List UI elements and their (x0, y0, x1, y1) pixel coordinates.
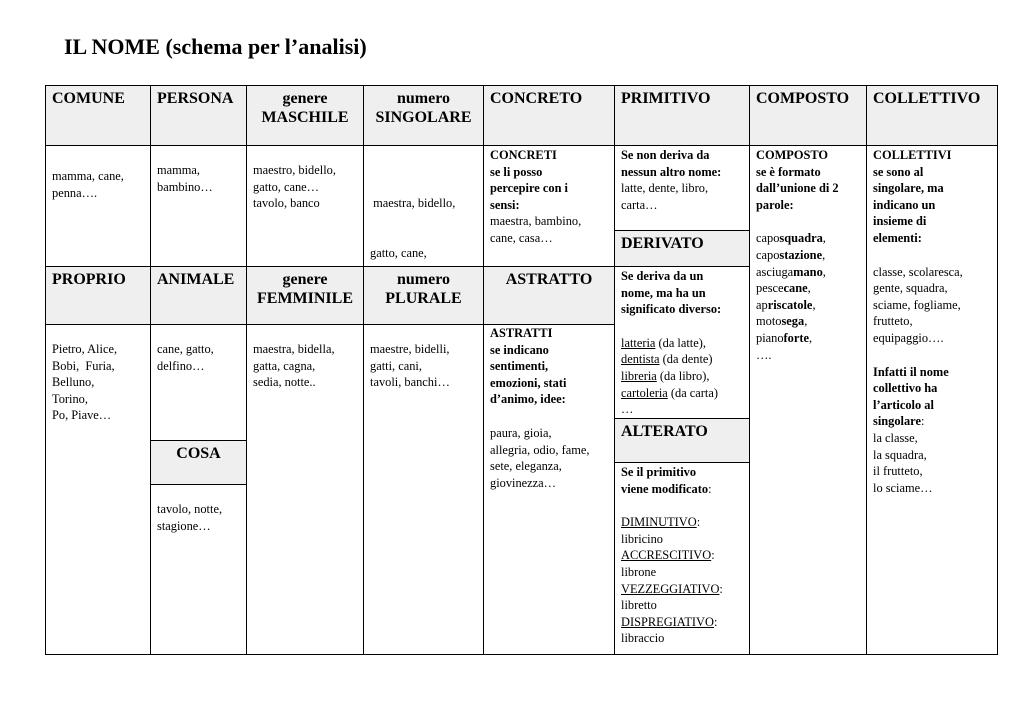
header-comune-label: COMUNE (52, 90, 125, 107)
derivato-word-list (621, 335, 743, 401)
word-part: ap (756, 297, 768, 312)
text-line: COMPOSTO (756, 148, 829, 162)
word-punct: , (822, 247, 826, 262)
alteration-type: VEZZEGGIATIVO (621, 581, 720, 596)
text-line: se sono al (873, 164, 924, 179)
derived-source: (da carta) (667, 385, 718, 400)
header-astratto (483, 266, 615, 325)
text-fragment: : (920, 414, 925, 429)
header-composto (749, 85, 867, 146)
text-line: sensi: (490, 197, 520, 212)
text-line: gatto, cane… (253, 179, 320, 194)
text-line: d’animo, idee: (490, 392, 566, 407)
derived-word: libreria (621, 368, 657, 383)
derived-word: dentista (621, 352, 660, 367)
text-fragment: viene modificato (621, 481, 709, 496)
alterato-type-list (621, 514, 743, 647)
text-line: mamma, cane, (52, 169, 124, 183)
text-line: indicano un (873, 197, 936, 212)
list-item (621, 514, 743, 531)
derived-source: (da dente) (659, 352, 713, 367)
text-line (873, 413, 991, 430)
derived-source: (da latte), (655, 335, 706, 350)
word-part: capo (756, 231, 780, 246)
word-punct: , (807, 281, 811, 296)
text-line: nessun altro nome: (621, 164, 722, 179)
header-singolare-label: SINGOLARE (375, 109, 472, 126)
word-punct: , (804, 314, 808, 329)
text-line: gente, squadra, (873, 281, 948, 296)
text-line: Se non deriva da (621, 148, 710, 162)
word-part: pesce (756, 281, 784, 296)
word-part: piano (756, 330, 784, 345)
derived-source: (da libro), (656, 368, 710, 383)
text-line: la classe, (873, 430, 918, 445)
text-line: Infatti il nome (873, 364, 949, 379)
text-line: maestro, bidello, (253, 163, 336, 177)
word-part-bold: sega (781, 314, 805, 329)
text-line: sedia, notte.. (253, 375, 316, 390)
header-concreto-label: CONCRETO (490, 90, 583, 107)
word-part: asciuga (756, 264, 794, 279)
header-collettivo (866, 85, 998, 146)
word-punct: , (822, 231, 826, 246)
text-line: gatti, cani, (370, 358, 422, 373)
derived-word: cartoleria (621, 385, 668, 400)
header-numero-singolare (363, 85, 484, 146)
text-line: Pietro, Alice, (52, 342, 118, 356)
cell-cosa (150, 484, 247, 655)
header-genere-label: genere (282, 90, 328, 107)
header-genere-maschile (246, 85, 364, 146)
derived-word: latteria (621, 335, 656, 350)
text-line: il frutteto, (873, 464, 923, 479)
text-line: maestra, bidella, (253, 342, 335, 356)
header-concreto (483, 85, 615, 146)
text-line: l’articolo al (873, 397, 934, 412)
text-line: elementi: (873, 230, 922, 245)
alteration-example: libretto (621, 598, 657, 613)
word-part-bold: forte (783, 330, 809, 345)
text-line: Po, Piave… (52, 408, 112, 423)
text-line: nome, ma ha un (621, 285, 706, 300)
text-line: gatta, cagna, (253, 358, 316, 373)
alteration-example: librone (621, 564, 657, 579)
cell-composto (749, 145, 867, 655)
text-line (621, 481, 743, 498)
header-alterato (614, 418, 750, 463)
text-line: Se il primitivo (621, 465, 697, 479)
alteration-type: ACCRESCITIVO (621, 548, 712, 563)
cell-maschile (246, 145, 364, 267)
header-proprio-label: PROPRIO (52, 271, 126, 288)
text-line: se è formato (756, 164, 821, 179)
word-part: capo (756, 247, 780, 262)
text-line: ASTRATTI (490, 326, 553, 340)
list-item (621, 335, 743, 352)
word-part-bold: stazione (779, 247, 823, 262)
text-line: mamma, (157, 163, 201, 177)
text-line: cane, gatto, (157, 342, 214, 356)
alteration-type: DIMINUTIVO (621, 515, 697, 530)
text-line: collettivo ha (873, 381, 938, 396)
text-fragment: : (696, 515, 701, 530)
cell-collettivo (866, 145, 998, 655)
text-line: insieme di (873, 214, 927, 229)
header-proprio (45, 266, 151, 325)
text-line: tavolo, notte, (157, 502, 223, 516)
header-composto-label: COMPOSTO (756, 90, 850, 107)
text-line: Se deriva da un (621, 269, 704, 283)
text-line: bambino… (157, 179, 213, 194)
text-fragment: : (719, 581, 723, 596)
header-primitivo-label: PRIMITIVO (621, 90, 711, 107)
text-line: maestre, bidelli, (370, 342, 450, 356)
text-line: tavoli, banchi… (370, 375, 450, 390)
text-line: … (621, 402, 634, 417)
cell-femminile (246, 324, 364, 655)
text-line: penna…. (52, 185, 98, 200)
text-line: frutteto, (873, 314, 913, 329)
text-line: se indicano (490, 342, 549, 357)
text-fragment: : (708, 481, 712, 496)
alteration-type: DISPREGIATIVO (621, 614, 714, 629)
text-line: cane, casa… (490, 230, 553, 245)
text-line: COLLETTIVI (873, 148, 952, 162)
text-fragment: singolare (873, 414, 921, 429)
text-line: parole: (756, 197, 794, 212)
header-astratto-label: ASTRATTO (505, 271, 593, 288)
list-item (621, 368, 743, 385)
list-item (621, 351, 743, 368)
cell-singolare (363, 145, 484, 267)
cell-proprio (45, 324, 151, 655)
word-punct: , (822, 264, 826, 279)
list-item (756, 297, 860, 314)
word-part-bold: riscatole (767, 297, 813, 312)
header-animale (150, 266, 247, 325)
text-line: se li posso (490, 164, 543, 179)
word-punct: , (808, 330, 813, 345)
composto-word-list (756, 230, 860, 346)
text-line: maestra, bambino, (490, 214, 582, 229)
list-item (621, 385, 743, 402)
word-part-bold: cane (783, 281, 808, 296)
cell-astratto (483, 324, 615, 655)
list-item (621, 614, 743, 631)
text-line: delfino… (157, 358, 205, 373)
text-line: equipaggio…. (873, 330, 944, 345)
text-line: maestra, bidello, (370, 196, 456, 211)
cell-primitivo (614, 145, 750, 231)
cell-plurale (363, 324, 484, 655)
text-line: …. (756, 347, 772, 362)
list-item (621, 581, 743, 598)
list-item (756, 230, 860, 247)
cell-derivato (614, 266, 750, 419)
page-title: IL NOME (schema per l’analisi) (64, 34, 367, 59)
header-persona (150, 85, 247, 146)
cell-animale (150, 324, 247, 441)
text-line: CONCRETI (490, 148, 557, 162)
header-collettivo-label: COLLETTIVO (873, 90, 981, 107)
cell-comune (45, 145, 151, 267)
header-cosa (150, 440, 247, 485)
list-item (621, 547, 743, 564)
text-line: sciame, fogliame, (873, 297, 961, 312)
list-item (756, 264, 860, 281)
header-animale-label: ANIMALE (157, 271, 235, 288)
text-line: la squadra, (873, 447, 927, 462)
text-line: carta… (621, 197, 658, 212)
header-alterato-label: ALTERATO (621, 423, 708, 440)
header-comune (45, 85, 151, 146)
alteration-example: libricino (621, 531, 663, 546)
header-femminile-label: FEMMINILE (257, 290, 353, 307)
header-genere-label: genere (282, 271, 328, 288)
text-line: sete, eleganza, (490, 459, 562, 474)
text-line: giovinezza… (490, 475, 557, 490)
header-derivato (614, 230, 750, 267)
text-line: singolare, ma (873, 181, 944, 196)
word-part-bold: squadra (779, 231, 823, 246)
header-numero-label: numero (396, 90, 451, 107)
header-numero-plurale (363, 266, 484, 325)
text-line: allegria, odio, fame, (490, 442, 590, 457)
text-line: gatto, cane, (370, 245, 427, 260)
header-plurale-label: PLURALE (385, 290, 462, 307)
text-line: tavolo, banco (253, 196, 320, 211)
text-line: percepire con i (490, 181, 568, 196)
alteration-example: libraccio (621, 631, 665, 646)
text-line: lo sciame… (873, 480, 933, 495)
header-maschile-label: MASCHILE (261, 109, 349, 126)
word-part-bold: mano (793, 264, 823, 279)
text-line: dall’unione di 2 (756, 181, 839, 196)
cell-alterato (614, 462, 750, 655)
text-line: Belluno, (52, 375, 95, 390)
text-line: stagione… (157, 518, 211, 533)
text-fragment: : (713, 614, 718, 629)
header-primitivo (614, 85, 750, 146)
cell-persona (150, 145, 247, 267)
text-line: classe, scolaresca, (873, 264, 963, 279)
list-item (756, 313, 860, 330)
list-item (756, 280, 860, 297)
text-line: sentimenti, (490, 359, 549, 374)
text-line: emozioni, stati (490, 375, 567, 390)
list-item (756, 247, 860, 264)
text-line: latte, dente, libro, (621, 181, 709, 196)
text-line: significato diverso: (621, 302, 722, 317)
header-persona-label: PERSONA (157, 90, 234, 107)
text-fragment: : (711, 548, 715, 563)
word-part: moto (756, 314, 782, 329)
header-derivato-label: DERIVATO (621, 235, 704, 252)
text-line: Torino, (52, 391, 88, 406)
header-genere-femminile (246, 266, 364, 325)
text-line: paura, gioia, (490, 425, 552, 440)
text-line: Bobi, Furia, (52, 358, 115, 373)
header-numero-label: numero (396, 271, 451, 288)
word-punct: , (812, 297, 816, 312)
list-item (756, 330, 860, 347)
header-cosa-label: COSA (176, 445, 221, 462)
